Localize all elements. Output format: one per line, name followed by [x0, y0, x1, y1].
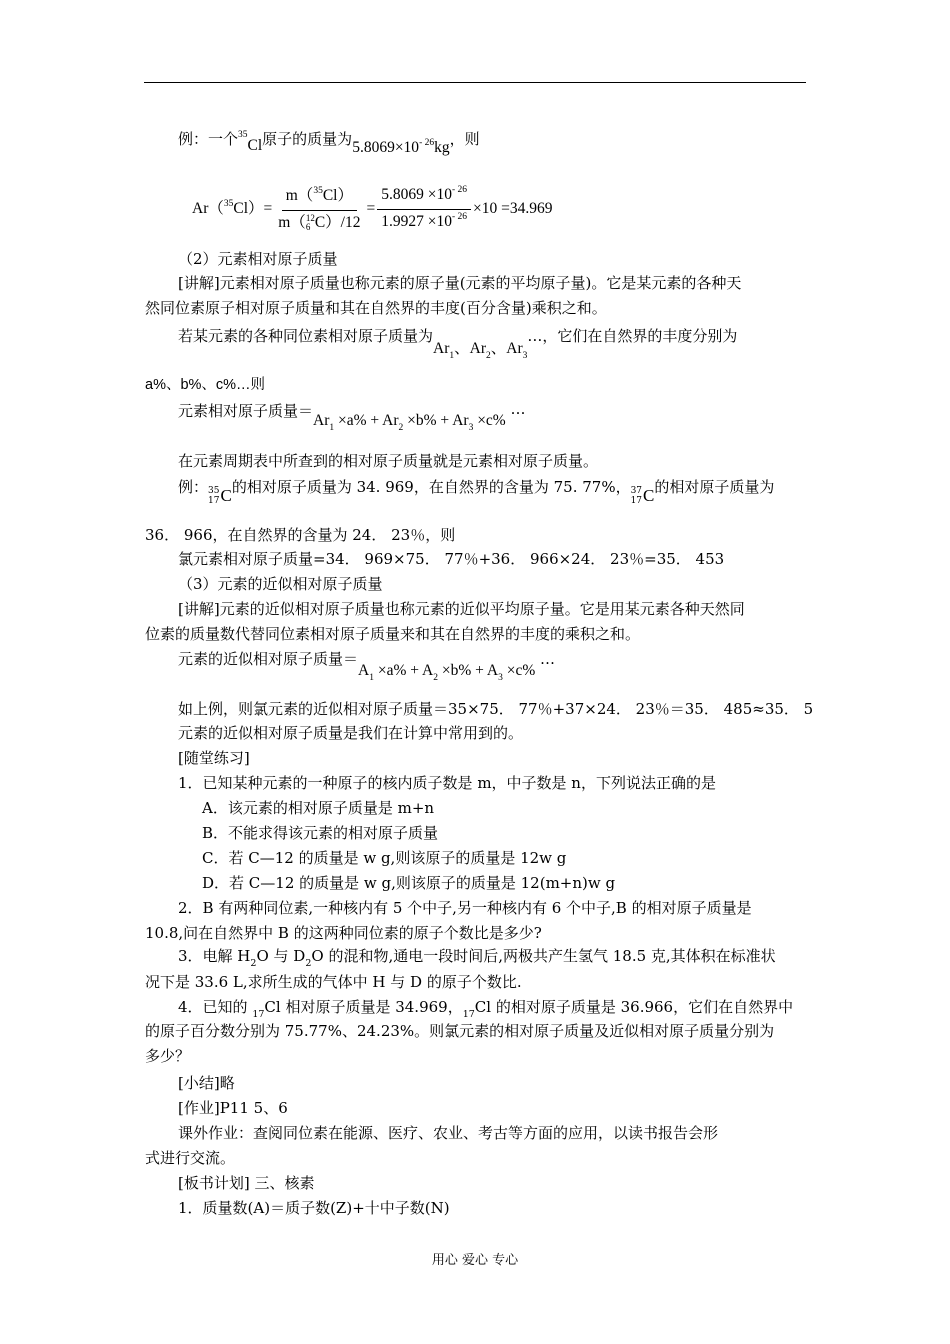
- example-intro: [178, 128, 480, 156]
- q1-option-b: B．不能求得该元素的相对原子质量: [202, 824, 439, 842]
- f2-t2: ×b% +: [437, 662, 487, 679]
- ar-1: Ar: [433, 340, 450, 357]
- fraction-masses: [274, 186, 364, 233]
- para5-line2: 元素的近似相对原子质量是我们在计算中常用到的。: [178, 724, 524, 742]
- num2-exp: - 26: [451, 184, 468, 195]
- q1-option-d: D．若 C—12 的质量是 w g,则该原子的质量是 12(m+n)w g: [202, 874, 616, 892]
- homework: [作业]P11 5、6: [178, 1099, 288, 1117]
- f1-ar2: Ar: [382, 412, 399, 429]
- ar-formula: [192, 184, 553, 236]
- q2-line1: 2．B 有两种同位素,一种核内有 5 个中子,另一种核内有 6 个中子,B 的相对原子质量是: [178, 899, 752, 917]
- den1-prefix: m（: [278, 213, 306, 231]
- q4-line2: 的原子百分数分别为 75.77%、24.23%。则氯元素的相对原子质量及近似相对原子质量分别为: [145, 1022, 775, 1040]
- z-17a: 17: [208, 496, 220, 506]
- para2-line1: [178, 325, 738, 361]
- formula1: [178, 400, 526, 433]
- f2-s2: 2: [433, 673, 438, 683]
- extra-line2: 式进行交流。: [145, 1149, 236, 1167]
- f1-ar1: Ar: [313, 412, 330, 429]
- f2-a1: A: [358, 662, 370, 679]
- q3-sub1: 2: [250, 958, 257, 969]
- den2-exp: - 26: [451, 211, 468, 222]
- q1-option-c: C．若 C—12 的质量是 w g,则该原子的质量是 12w g: [202, 849, 567, 867]
- f2-a2: A: [422, 662, 434, 679]
- q3-line1: [178, 945, 776, 970]
- q2-line2: 10.8,问在自然界中 B 的这两种同位素的原子个数比是多少?: [145, 924, 542, 942]
- ar-result: ×10 =34.969: [473, 200, 553, 217]
- nuclide-35: [208, 486, 232, 506]
- sym-c2: C: [643, 486, 655, 505]
- ar-lhs-mass: 35: [223, 199, 234, 209]
- ar-lhs: Ar（: [192, 200, 224, 217]
- section2-title: （2）元素相对原子质量: [178, 250, 338, 268]
- example-middle: 原子的质量为: [262, 130, 353, 148]
- para3: 在元素周期表中所查到的相对原子质量就是元素相对原子质量。: [178, 452, 599, 470]
- den1-rest: C）/12: [314, 213, 361, 231]
- sym-c1: C: [220, 486, 232, 505]
- mass-35: 35: [208, 486, 220, 496]
- formula1-label: 元素相对原子质量＝: [178, 402, 314, 420]
- example2-line2: 36． 966，在自然界的含量为 24． 23％，则: [145, 526, 456, 544]
- f1-s3: 3: [468, 423, 474, 433]
- header-rule: [144, 82, 806, 83]
- example2-suffix: 的相对原子质量为: [654, 478, 775, 496]
- example2-mid: 的相对原子质量为 34. 969，在自然界的含量为 75. 77%，: [231, 478, 631, 496]
- mass-value: 5.8069: [352, 139, 395, 156]
- f1-dots: …: [505, 400, 526, 418]
- para1-line2: 然同位素原子相对原子质量和其在自然界的丰度(百分含量)乘积之和。: [145, 299, 607, 317]
- q4-p1: 4．已知的: [178, 998, 253, 1016]
- f1-s1: 1: [329, 423, 335, 433]
- q3-p3: O 的混和物,通电一段时间后,两极共产生氢气 18.5 克,其体积在标准状: [311, 947, 776, 965]
- fraction-values: [377, 185, 471, 234]
- summary: [小结]略: [178, 1074, 235, 1092]
- num1-mass: 35: [313, 185, 323, 196]
- den2: 1.9927 ×10: [381, 212, 452, 230]
- para1-line1: [讲解]元素相对原子质量也称元素的原子量(元素的平均原子量)。它是某元素的各种天: [178, 274, 742, 292]
- board-plan: [板书计划] 三、核素: [178, 1174, 315, 1192]
- q1-option-a: A．该元素的相对原子质量是 m+n: [202, 799, 435, 817]
- q4-sub1: 17: [252, 1009, 265, 1020]
- num1-prefix: m（: [285, 186, 314, 204]
- q3-p2: O 与 D: [256, 947, 306, 965]
- q3-sub2: 2: [305, 958, 312, 969]
- example-prefix: 例：一个: [178, 130, 239, 148]
- f1-t3: ×c%: [473, 412, 506, 429]
- z-17b: 17: [630, 496, 643, 506]
- f2-t3: ×c%: [502, 662, 536, 679]
- exponent: - 26: [419, 138, 435, 148]
- sub-3: 3: [522, 351, 528, 361]
- para2-line2: a%、b%、c%…则: [145, 377, 266, 393]
- example2-line1: [178, 476, 775, 506]
- para2-suffix: …，它们在自然界的丰度分别为: [527, 327, 738, 345]
- q4-p2: Cl 相对原子质量是 34.969，: [264, 998, 463, 1016]
- para4-line2: 位素的质量数代替同位素相对原子质量来和其在自然界的丰度的乘积之和。: [145, 625, 641, 643]
- q4-line1: [178, 996, 793, 1021]
- f1-s2: 2: [398, 423, 404, 433]
- practice-title: [随堂练习]: [178, 749, 250, 767]
- q4-line3: 多少？: [145, 1047, 191, 1065]
- unit: kg: [434, 139, 450, 156]
- formula2: [178, 648, 556, 683]
- example2-line3: 氯元素相对原子质量=34． 969×75． 77％+36． 966×24． 23％=35． 453: [178, 550, 725, 568]
- q4-p3: Cl 的相对原子质量是 36.966，它们在自然界中: [474, 998, 794, 1016]
- sep-1: 、: [454, 340, 470, 357]
- section3-title: （3）元素的近似相对原子质量: [178, 575, 383, 593]
- example2-prefix: 例：: [178, 478, 209, 496]
- f2-a3: A: [486, 662, 499, 679]
- ar-2: Ar: [469, 340, 486, 357]
- element-symbol: Cl: [247, 137, 263, 154]
- q1-stem: 1．已知某种元素的一种原子的核内质子数是 m，中子数是 n，下列说法正确的是: [178, 774, 716, 792]
- q3-line2: 况下是 33.6 L,求所生成的气体中 H 与 D 的原子个数比.: [145, 973, 522, 991]
- times-ten: ×10: [394, 139, 420, 156]
- page-footer: 用心 爱心 专心: [431, 1253, 519, 1268]
- f2-s3: 3: [498, 673, 503, 683]
- den1-atomic: 6: [305, 222, 311, 233]
- num1-rest: Cl）: [322, 186, 353, 204]
- f1-ar3: Ar: [452, 412, 469, 429]
- f2-dots: …: [535, 650, 556, 668]
- den1-mass: 12: [305, 213, 315, 224]
- f1-t2: ×b% +: [403, 412, 453, 429]
- ar-3: Ar: [506, 340, 523, 357]
- para2-prefix: 若某元素的各种同位素相对原子质量为: [178, 327, 434, 345]
- ar-lhs-symbol: Cl）=: [233, 200, 273, 217]
- f1-t1: ×a% +: [334, 412, 383, 429]
- sep-2: 、: [490, 340, 507, 357]
- example-suffix: ，则: [449, 130, 480, 148]
- isotope-mass: 35: [238, 130, 248, 140]
- sub-2: 2: [486, 351, 491, 361]
- f2-t1: ×a% +: [373, 662, 423, 679]
- sub-1: 1: [449, 351, 455, 361]
- num2: 5.8069 ×10: [381, 185, 452, 203]
- board-item-1: 1．质量数(A)＝质子数(Z)+十中子数(N): [178, 1199, 450, 1217]
- para4-line1: [讲解]元素的近似相对原子质量也称元素的近似平均原子量。它是用某元素各种天然同: [178, 600, 745, 618]
- para5-line1: 如上例，则氯元素的近似相对原子质量＝35×75． 77％+37×24． 23％＝35． 485≈35． 5: [178, 700, 814, 718]
- formula2-label: 元素的近似相对原子质量＝: [178, 650, 359, 668]
- nuclide-37: [631, 486, 655, 506]
- equals: =: [366, 200, 376, 217]
- f2-s1: 1: [369, 673, 374, 683]
- q4-sub2: 17: [462, 1009, 475, 1020]
- extra-line1: 课外作业：查阅同位素在能源、医疗、农业、考古等方面的应用，以读书报告会形: [178, 1124, 719, 1142]
- mass-37: 37: [630, 486, 643, 496]
- q3-p1: 3．电解 H: [178, 947, 251, 965]
